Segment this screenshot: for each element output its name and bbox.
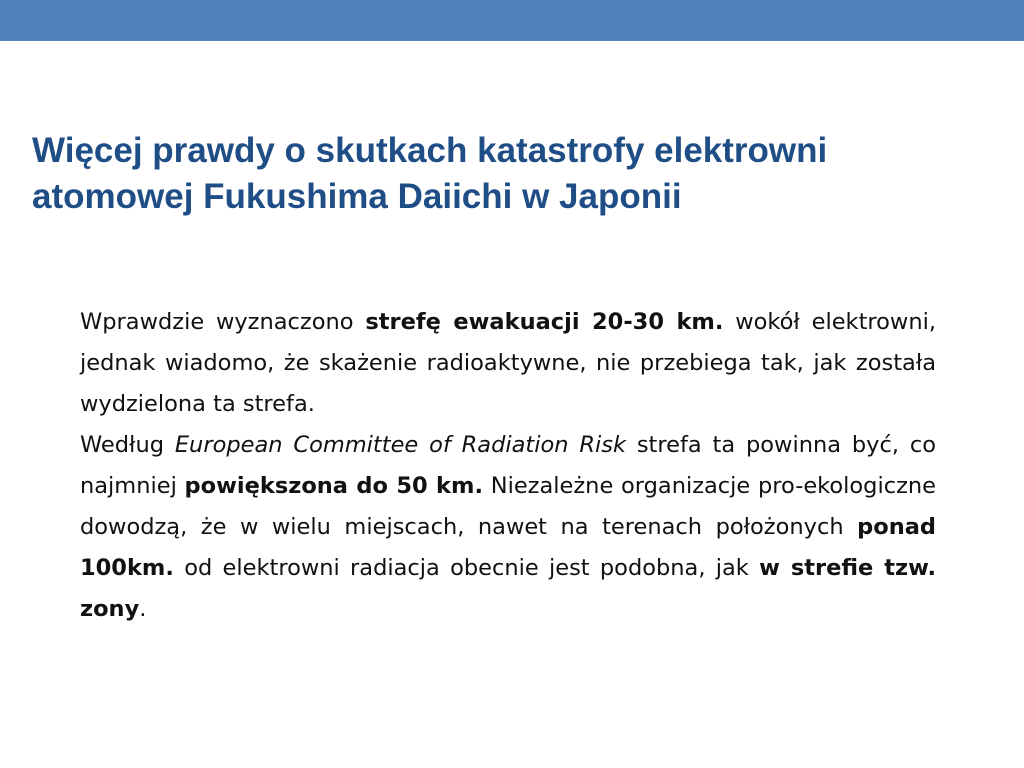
p2-text-3: Niezależne organizacje pro-ekologiczne dowodzą, że w wielu miejscach, nawet na terenach położonych — [80, 473, 937, 540]
title-line-2: atomowej Fukushima Daiichi w Japonii — [32, 177, 682, 216]
p2-text-1: Według — [80, 432, 175, 458]
p2-text-4: od elektrowni radiacja obecnie jest podobna, jak — [173, 555, 760, 581]
p2-text-5: . — [139, 596, 147, 622]
p2-text-2: strefa ta powinna być, co najmniej — [80, 432, 936, 499]
slide-title — [32, 128, 1012, 220]
p1-bold-evacuation-zone: strefę ewakuacji 20-30 km. — [365, 309, 724, 335]
p1-text-2: wokół elektrowni, jednak wiadomo, że skażenie radioaktywne, nie przebiega tak, jak została wydzielona ta strefa. — [80, 309, 936, 417]
p2-bold-100km: ponad 100km. — [80, 514, 936, 581]
title-line-1: Więcej prawdy o skutkach katastrofy elektrowni — [32, 131, 828, 170]
slide-body — [80, 302, 936, 630]
p2-bold-zone: w strefie tzw. zony — [80, 555, 936, 622]
paragraph-ecrr-recommendation — [80, 425, 936, 630]
p2-italic-ecrr: European Committee of Radiation Risk — [174, 432, 626, 458]
paragraph-evacuation-zone — [80, 302, 936, 425]
header-bar — [0, 0, 1024, 41]
p1-text-1: Wprawdzie wyznaczono — [80, 309, 366, 335]
p2-bold-50km: powiększona do 50 km. — [184, 473, 484, 499]
